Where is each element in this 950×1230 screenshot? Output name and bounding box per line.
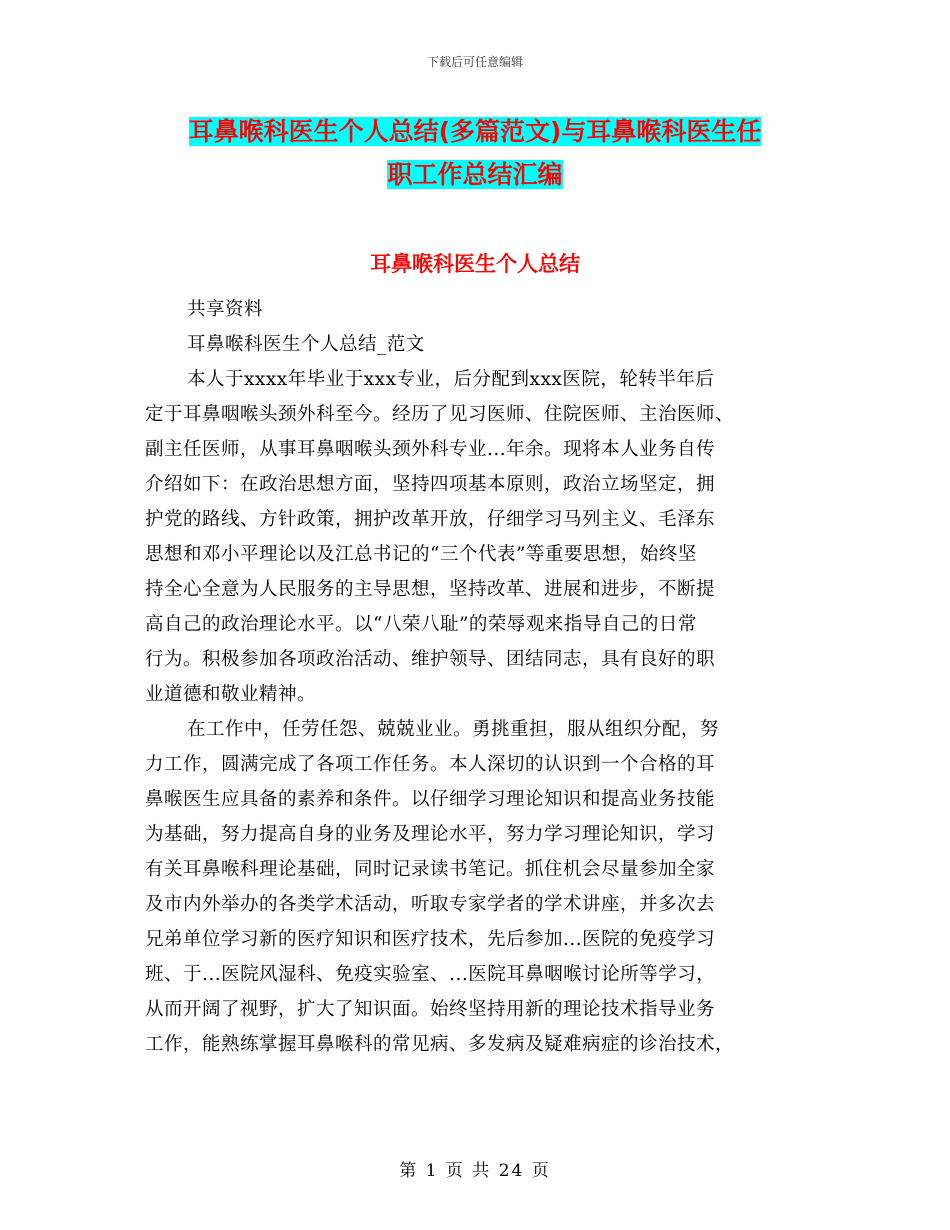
title-line-1: 耳鼻喉科医生个人总结(多篇范文)与耳鼻喉科医生任 bbox=[188, 117, 762, 146]
document-title bbox=[150, 110, 800, 196]
text-line: 及市内外举办的各类学术活动，听取专家学者的学术讲座，并多次去 bbox=[145, 894, 716, 915]
text-line: 高自己的政治理论水平。以“八荣八耻”的荣辱观来指导自己的日常 bbox=[145, 614, 697, 635]
section-subtitle: 耳鼻喉科医生个人总结 bbox=[370, 252, 580, 276]
text-line: 耳鼻喉科医生个人总结_范文 bbox=[187, 334, 425, 355]
text-line: 工作，能熟练掌握耳鼻喉科的常见病、多发病及疑难病症的诊治技术， bbox=[145, 1034, 735, 1055]
text-line: 定于耳鼻咽喉头颈外科至今。经历了见习医师、住院医师、主治医师、 bbox=[145, 404, 735, 425]
text-line: 行为。积极参加各项政治活动、维护领导、团结同志，具有良好的职 bbox=[145, 649, 716, 670]
text-line: 有关耳鼻喉科理论基础，同时记录读书笔记。抓住机会尽量参加全家 bbox=[145, 859, 716, 880]
text-line: 鼻喉医生应具备的素养和条件。以仔细学习理论知识和提高业务技能 bbox=[145, 789, 716, 810]
text-line: 在工作中，任劳任怨、兢兢业业。勇挑重担，服从组织分配，努 bbox=[187, 719, 720, 740]
text-line: 介绍如下：在政治思想方面，坚持四项基本原则，政治立场坚定，拥 bbox=[145, 474, 716, 495]
header-note: 下载后可任意编辑 bbox=[426, 55, 523, 69]
page-footer: 第 1 页 共 24 页 bbox=[399, 1161, 551, 1181]
text-line: 从而开阔了视野，扩大了知识面。始终坚持用新的理论技术指导业务 bbox=[145, 999, 716, 1020]
text-line: 班、于...医院风湿科、免疫实验室、...医院耳鼻咽喉讨论所等学习， bbox=[145, 964, 716, 985]
text-line: 共享资料 bbox=[187, 299, 264, 320]
title-line-2: 职工作总结汇编 bbox=[387, 160, 563, 189]
text-line: 护党的路线、方针政策，拥护改革开放，仔细学习马列主义、毛泽东 bbox=[145, 509, 716, 530]
text-line: 为基础，努力提高自身的业务及理论水平，努力学习理论知识，学习 bbox=[145, 824, 716, 845]
text-line: 业道德和敬业精神。 bbox=[145, 684, 317, 705]
text-line: 兄弟单位学习新的医疗知识和医疗技术，先后参加...医院的免疫学习 bbox=[145, 929, 716, 950]
text-line: 持全心全意为人民服务的主导思想，坚持改革、进展和进步，不断提 bbox=[145, 579, 716, 600]
text-line: 本人于xxxx年毕业于xxx专业，后分配到xxx医院，轮转半年后 bbox=[187, 369, 715, 390]
text-line: 思想和邓小平理论以及江总书记的“三个代表”等重要思想，始终坚 bbox=[145, 544, 697, 565]
body-text bbox=[145, 292, 805, 1062]
text-line: 力工作，圆满完成了各项工作任务。本人深切的认识到一个合格的耳 bbox=[145, 754, 716, 775]
text-line: 副主任医师，从事耳鼻咽喉头颈外科专业...年余。现将本人业务自传 bbox=[145, 439, 716, 460]
